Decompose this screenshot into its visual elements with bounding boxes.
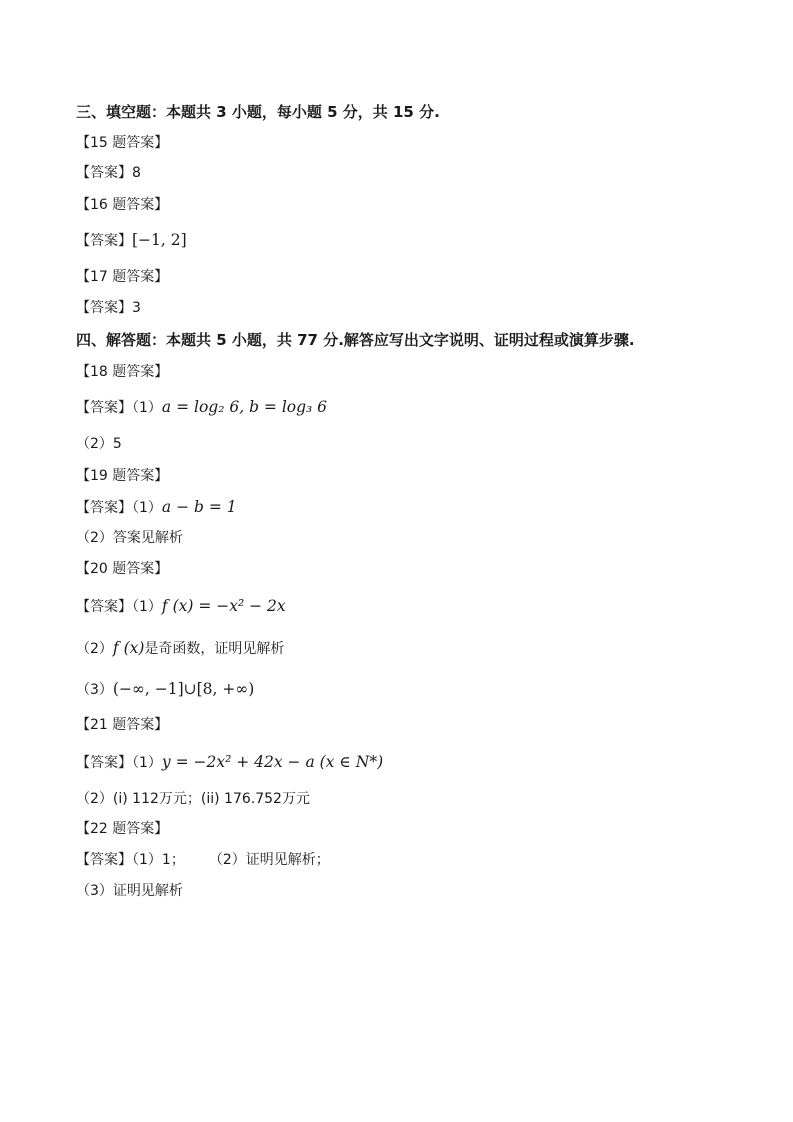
q21-heading: 【21 题答案】 — [76, 717, 169, 733]
q15-answer-value: 8 — [132, 165, 141, 181]
answer-label: 【答案】 — [76, 300, 132, 316]
answer-label: 【答案】 — [76, 852, 132, 868]
answer-label: 【答案】 — [76, 599, 132, 615]
q18-formula: a = log₂ 6, b = log₃ 6 — [161, 398, 328, 416]
section-title-fill-in: 三、填空题：本题共 3 小题，每小题 5 分，共 15 分. — [76, 103, 440, 121]
answer-label: 【答案】 — [76, 500, 132, 516]
q18-answer-part2: （2）5 — [76, 436, 122, 452]
q20-formula-3: (−∞, −1]∪[8, +∞) — [112, 680, 255, 698]
q18-heading: 【18 题答案】 — [76, 364, 169, 380]
answer-label: 【答案】 — [76, 400, 132, 416]
answer-label: 【答案】 — [76, 233, 132, 249]
part-number: （1） — [132, 755, 162, 771]
q17-heading: 【17 题答案】 — [76, 269, 169, 285]
q22-part1: （1）1； — [132, 852, 185, 868]
q22-answer-row — [76, 850, 330, 870]
q20-answer-part2 — [76, 638, 284, 659]
q21-formula: y = −2x² + 42x − a (x ∈ N*) — [161, 753, 384, 771]
part-number: （1） — [132, 500, 162, 516]
part-number: （1） — [132, 400, 162, 416]
q19-answer-part2: （2）答案见解析 — [76, 530, 183, 546]
q20-heading: 【20 题答案】 — [76, 561, 169, 577]
answer-label: 【答案】 — [76, 165, 132, 181]
q22-part2: （2）证明见解析； — [208, 852, 330, 868]
q18-answer-part1 — [76, 397, 327, 418]
q22-answer-part3: （3）证明见解析 — [76, 883, 183, 899]
q20-formula-2: f (x) — [112, 639, 145, 657]
q20-answer-part1 — [76, 596, 286, 617]
q15-heading: 【15 题答案】 — [76, 135, 169, 151]
q16-answer — [76, 230, 187, 251]
q19-formula: a − b = 1 — [161, 498, 237, 516]
q16-heading: 【16 题答案】 — [76, 197, 169, 213]
part-number: （1） — [132, 599, 162, 615]
part-number: （3） — [76, 682, 113, 698]
q19-heading: 【19 题答案】 — [76, 468, 169, 484]
q17-answer — [76, 298, 141, 318]
q16-answer-value: [−1, 2] — [132, 231, 187, 249]
q17-answer-value: 3 — [132, 300, 141, 316]
answer-label: 【答案】 — [76, 755, 132, 771]
q20-part2-text: 是奇函数，证明见解析 — [144, 641, 285, 657]
part-number: （2） — [76, 641, 113, 657]
q20-answer-part3 — [76, 679, 254, 700]
q22-heading: 【22 题答案】 — [76, 821, 169, 837]
q21-answer-part1 — [76, 752, 383, 773]
q15-answer — [76, 163, 141, 183]
section-title-solve: 四、解答题：本题共 5 小题，共 77 分.解答应写出文字说明、证明过程或演算步骤. — [76, 331, 635, 349]
q21-answer-part2: （2）(i) 112万元；(ii) 176.752万元 — [76, 791, 310, 807]
q19-answer-part1 — [76, 497, 237, 518]
q20-formula-1: f (x) = −x² − 2x — [161, 597, 286, 615]
